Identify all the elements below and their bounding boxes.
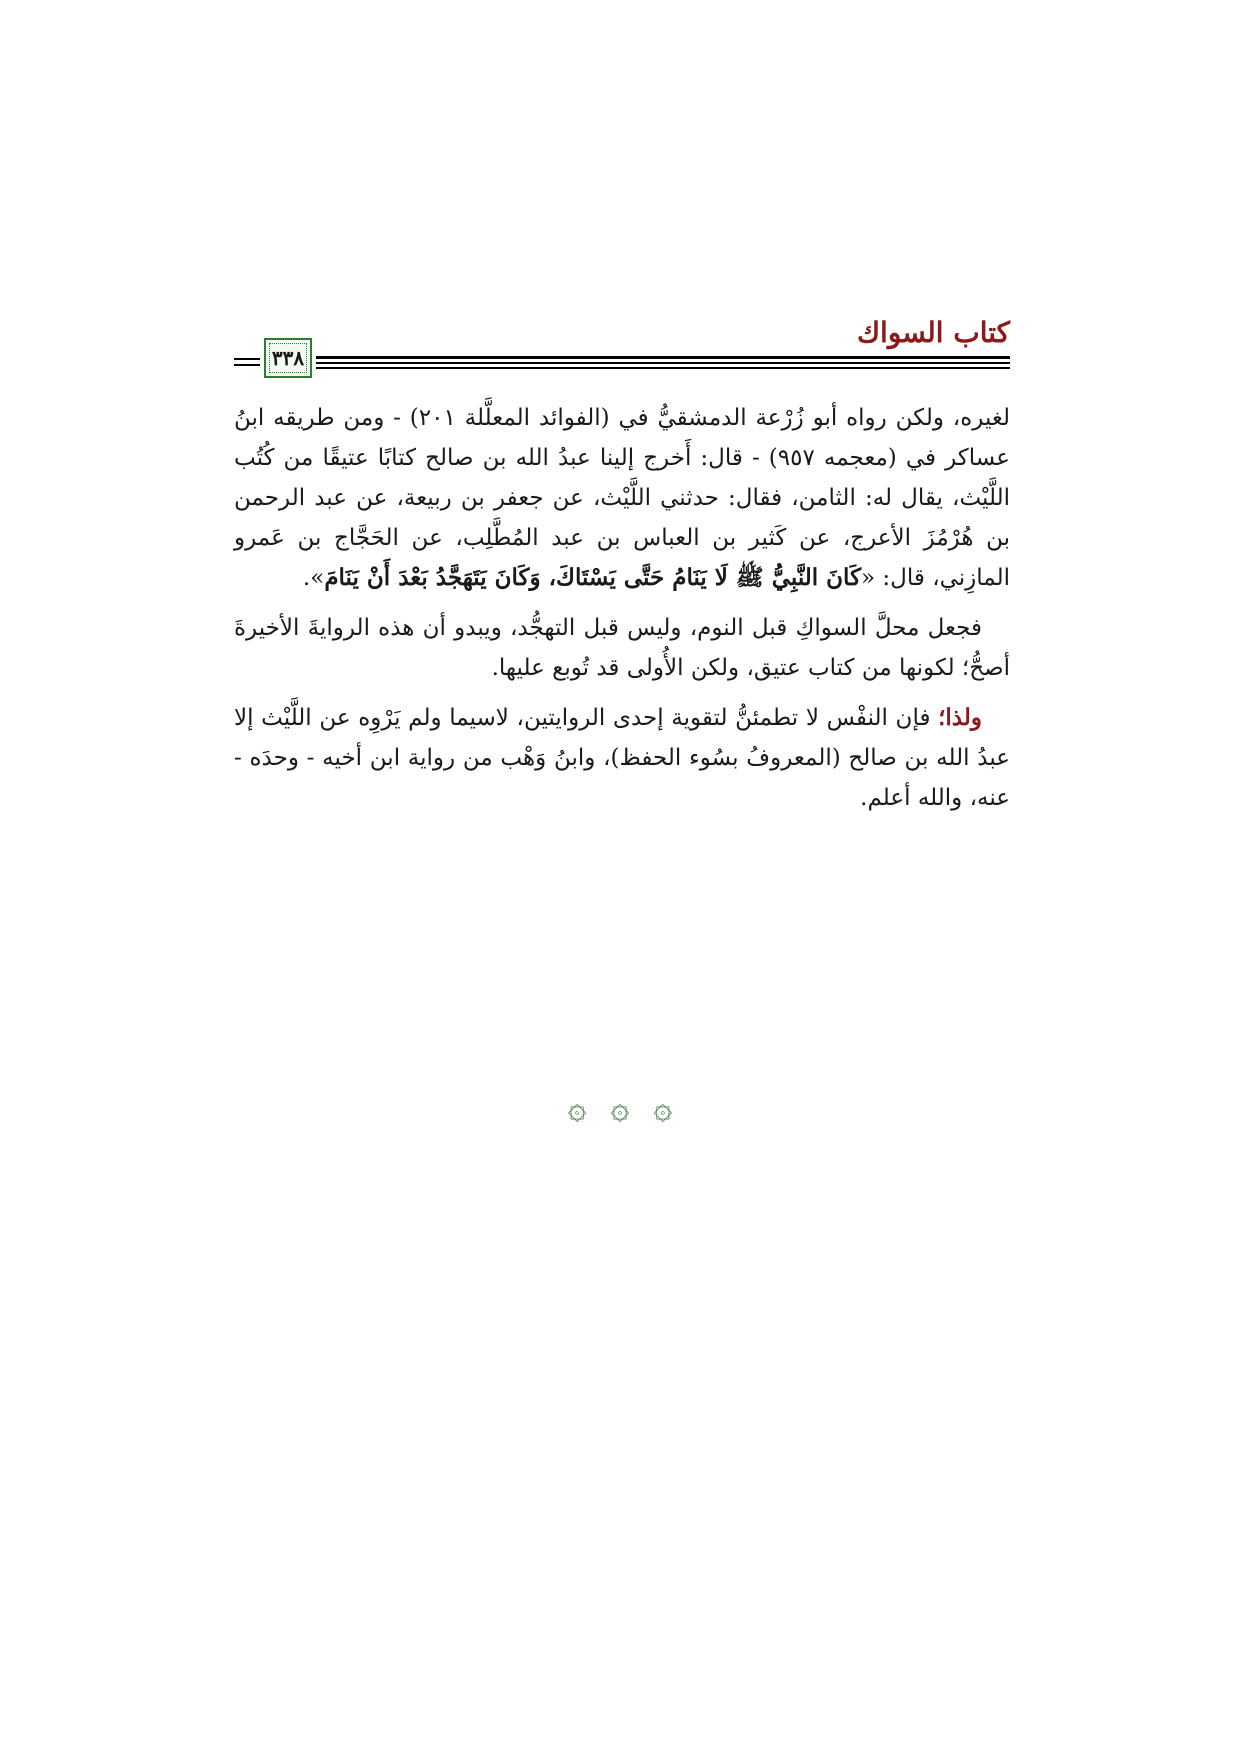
paragraph-2: فجعل محلَّ السواكِ قبل النوم، وليس قبل التهجُّد، ويبدو أن هذه الروايةَ الأخيرةَ أصحُّ؛ لكونها من كتاب عتيق، ولكن الأُولى قد تُوبع عليها. (234, 615, 1010, 681)
page-body (234, 398, 1010, 828)
page-header (234, 316, 1010, 392)
paragraph-1-end: ». (302, 565, 325, 591)
paragraph-3-lead: ولذا؛ (938, 704, 982, 731)
page-number-badge (264, 338, 312, 378)
book-title: كتاب السواك (856, 316, 1010, 349)
header-rule-2 (316, 362, 1010, 364)
header-rule-3 (316, 367, 1010, 369)
page-number: ٣٣٨ (271, 346, 305, 370)
ornament-icon: ۞ (567, 1088, 587, 1126)
ornament-icon: ۞ (653, 1088, 673, 1126)
header-rule-left-top (234, 358, 260, 360)
header-rule-1 (316, 356, 1010, 359)
header-rule-left-bottom (234, 364, 260, 366)
paragraph-1-text: لغيره، ولكن رواه أبو زُرْعة الدمشقيُّ في (الفوائد المعلَّلة ٢٠١) - ومن طريقه ابنُ عساكر في (معجمه ٩٥٧) - قال: أَخرج إلينا عبدُ الله بن صالح كتابًا عتيقًا من كُتُب اللَّيْث، يقال له: الثامن، فقال: حدثني اللَّيْث، عن جعفر بن ربيعة، عن عبد الرحمن بن هُرْمُزَ الأعرج، عن كَثير بن العباس بن عبد المُطَّلِب، عن الحَجَّاج بن عَمرو المازِني، قال: « (234, 405, 1011, 591)
section-end-ornaments (0, 1088, 1240, 1126)
paragraph-1 (234, 398, 1010, 598)
paragraph-3 (234, 698, 1010, 818)
ornament-icon: ۞ (610, 1088, 630, 1126)
paragraph-3-text: فإن النفْس لا تطمئنُّ لتقوية إحدى الروايتين، لاسيما ولم يَرْوِه عن اللَّيْث إلا عبدُ الله بن صالح (المعروفُ بسُوء الحفظ)، وابنُ وَهْب من رواية ابن أخيه - وحدَه - عنه، والله أعلم. (234, 705, 1010, 811)
hadith-quote: كَانَ النَّبِيُّ ﷺ لَا يَنَامُ حَتَّى يَسْتَاكَ، وَكَانَ يَتَهَجَّدُ بَعْدَ أَنْ يَنَامَ (324, 564, 862, 591)
